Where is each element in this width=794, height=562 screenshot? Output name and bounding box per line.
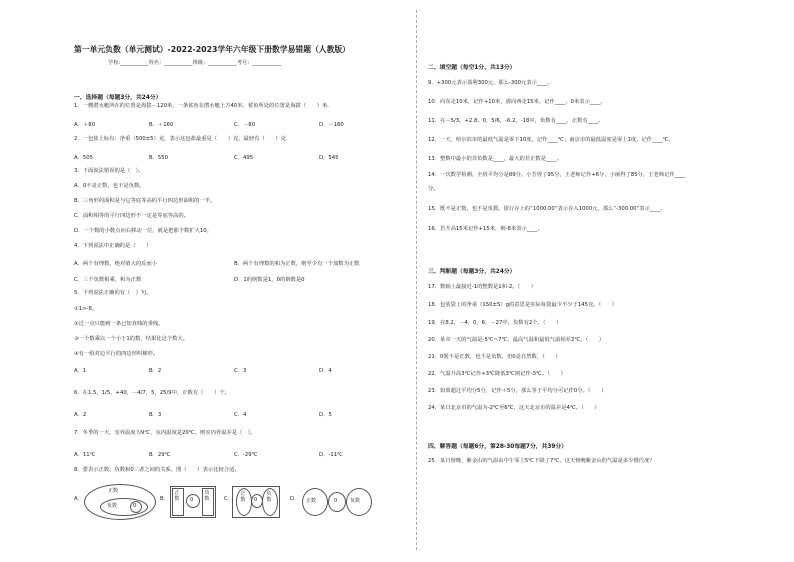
question-12: 12．一天，哈尔滨市的最低气温是零下10度，记作____℃；南京市的最低温度是零上1度，记作____℃。 bbox=[428, 137, 674, 143]
question-1-options bbox=[74, 120, 344, 128]
option-a: A．505 bbox=[74, 155, 94, 161]
question-21: 21．0既不是正数，也不是负数，但0是自然数．（ ） bbox=[428, 354, 561, 360]
option-a: A．2 bbox=[74, 412, 87, 418]
option-c: C．－80 bbox=[234, 122, 256, 128]
question-11: 11．在－5/3，+2.8，0，5/6，-6.2，-18中，负数有____，正数有____。 bbox=[428, 118, 604, 124]
venn-a-fu-label: 负数 bbox=[107, 503, 118, 509]
question-3-option-b: B．三角形的面积是与它等底等高的平行四边形面积的一半。 bbox=[74, 198, 216, 204]
question-5: 5．下列说法正确的有（ ）句。 bbox=[74, 290, 152, 296]
section-judge-title: 三、判断题（每题3分，共24分） bbox=[428, 269, 516, 275]
question-20: 20．某市一天的气温是-5℃~7℃，最高气温和最低气温相差2℃。（ ） bbox=[428, 337, 605, 343]
option-b: B．29℃ bbox=[149, 452, 171, 458]
question-2: 2．一包盐上标有：净重（500±5）克，表示这包盐最重是（ ）克，最轻有（ ）克． bbox=[74, 136, 292, 142]
question-13: 13．整数中最小的非负数是____，最大的非正数是____。 bbox=[428, 156, 562, 162]
question-3-option-c: C．面积相等的平行四边形不一定是等底等高的。 bbox=[74, 213, 189, 219]
question-4: 4．下列说法中正确的是（ ） bbox=[74, 243, 152, 249]
question-3-option-a: A．0不是正数，也不是负数。 bbox=[74, 183, 145, 189]
option-d: D．1的倒数是1，0的倒数是0 bbox=[234, 277, 305, 283]
option-d: D．-11℃ bbox=[319, 452, 343, 458]
option-b: B．2 bbox=[149, 368, 162, 374]
venn-a-zero-label: 0 bbox=[133, 503, 137, 509]
question-16: 16．若升高15米记作+15米，则-8米表示____。 bbox=[428, 226, 543, 232]
option-d: D．－160 bbox=[319, 122, 344, 128]
option-c: C．三个负数相乘，积为正数 bbox=[74, 277, 142, 283]
option-b: B．3 bbox=[149, 412, 162, 418]
q8-label-a: A． bbox=[74, 496, 83, 502]
venn-b-zero-label: 0 bbox=[190, 497, 194, 503]
question-8: 8．要表示正数、负数和0三者之间的关系，图（ ）表示比较合适。 bbox=[74, 467, 240, 473]
question-14-continued: 分。 bbox=[428, 186, 439, 192]
venn-b-fu-label: 负 数 bbox=[204, 490, 210, 502]
question-19: 19．在8.2，－4，0，6，－27中，负数有2个。（ ） bbox=[428, 320, 562, 326]
option-d: D．5 bbox=[319, 412, 332, 418]
page-title: 第一单元负数（单元测试）-2022-2023学年六年级下册数学易错题（人教版） bbox=[74, 45, 350, 54]
venn-d-zero-label: 0 bbox=[334, 498, 338, 504]
question-6: 6．在1.5，1/5，+40，－4/7，5，25/9中，正数有（ ）个。 bbox=[74, 390, 230, 396]
option-d: D．545 bbox=[319, 155, 339, 161]
venn-a-zheng-label: 正数 bbox=[108, 488, 119, 494]
question-14: 14．一次数学检测，全班平均分是89分。小芳得了95分，王老师记作+6分，小丽得了85分，王老师记作____ bbox=[428, 172, 686, 178]
q8-label-b: B． bbox=[160, 496, 169, 502]
option-a: A．1 bbox=[74, 368, 87, 374]
statement-1: ①1>-8。 bbox=[74, 306, 98, 312]
question-22: 22．气温升高3℃记作+3℃降低3℃则记作-3℃。（ ） bbox=[428, 371, 566, 377]
option-c: C．3 bbox=[234, 368, 247, 374]
question-1: 1．一艘潜水艇所在的位置是海拔－120米，一条鲨鱼在潜水艇上方40米，鲨鱼所处的位置是海拔（ ）米． bbox=[74, 103, 333, 109]
section-fill-title: 二、填空题（每空1分，共13分） bbox=[428, 65, 516, 71]
q8-label-c: C． bbox=[224, 496, 233, 502]
option-a: A．＋80 bbox=[74, 122, 95, 128]
question-5-options bbox=[74, 366, 332, 374]
question-15: 15．既不是正数，也不是负数。银行存上的“1000.00”表示存入1000元，那么“-300.00”表示____。 bbox=[428, 206, 666, 212]
question-3-option-d: D．一个数的小数点向右移动一位，就是把那个数扩大10。 bbox=[74, 228, 212, 234]
option-a: A．11℃ bbox=[74, 452, 96, 458]
question-6-options bbox=[74, 410, 332, 418]
statement-4: ④有一组对边平行的四边形叫梯形。 bbox=[74, 351, 159, 357]
statement-3: ③一个数乘以一个小于1的数，结果比这个数大。 bbox=[74, 336, 189, 342]
statement-2: ②过一点只能画一条已知直线的垂线。 bbox=[74, 321, 164, 327]
question-18: 18．包装袋上的净重（150±5）g的意思是实际每袋最少不少于145克。（ ） bbox=[428, 302, 618, 308]
question-10: 10．向东走10米，记作+10米，那向西走15米，记作____，0米表示____。 bbox=[428, 99, 606, 105]
option-c: C．495 bbox=[234, 155, 254, 161]
venn-d-zheng-label: 正数 bbox=[306, 498, 317, 504]
question-4-options-ab bbox=[74, 259, 359, 267]
question-2-options bbox=[74, 153, 339, 161]
option-c: C．-29℃ bbox=[234, 452, 258, 458]
question-25: 25．某日傍晚，紫金山的气温由中午零上5℃下降了7℃，这天傍晚紫金山的气温是多少摄氏度？ bbox=[428, 458, 655, 464]
section-solve-title: 四、解答题（每题6分，第28-30每题7分，共39分） bbox=[428, 444, 568, 450]
option-b: B．两个有理数的和为正数，则至少有一个加数为正数 bbox=[234, 261, 360, 267]
option-c: C．4 bbox=[234, 412, 247, 418]
question-7: 7．冬季的一天，室外温度为9℃，室内温度是20℃，则室内外温差是（ ）。 bbox=[74, 430, 256, 436]
question-23: 23．如果超过平均分5分，记作＋5分，那么等于平均分可记作0分。（ ） bbox=[428, 388, 607, 394]
option-b: B．550 bbox=[149, 155, 169, 161]
column-divider bbox=[416, 10, 417, 550]
question-7-options bbox=[74, 450, 343, 458]
question-9: 9．+300元表示盈利300元，那么-300元表示____。 bbox=[428, 80, 553, 86]
question-4-options-cd bbox=[74, 275, 305, 283]
option-a: A．两个有理数，绝对值大的反而小 bbox=[74, 261, 158, 267]
option-d: D．4 bbox=[319, 368, 332, 374]
question-24: 24．某日北京市的气温为-2℃至6℃，这天北京市的温差是4℃。（ ） bbox=[428, 405, 600, 411]
option-b: B．＋160 bbox=[149, 122, 174, 128]
q8-label-d: D． bbox=[290, 496, 300, 502]
student-info-line: 学校:___________姓名：___________班级：___________考号：___________ bbox=[108, 60, 281, 66]
question-3: 3．下面说法错误的是（ ）。 bbox=[74, 168, 144, 174]
venn-b-zheng-label: 正 数 bbox=[174, 490, 180, 502]
question-17: 17．数轴上最接近-1的整数是1和-2。（ ） bbox=[428, 284, 537, 290]
venn-d-fu-label: 负数 bbox=[350, 498, 361, 504]
venn-c-zheng-label: 正 数 bbox=[240, 491, 246, 503]
venn-c-zero-label: 0 bbox=[254, 497, 258, 503]
section-choice-title: 一、选择题（每题3分，共24分） bbox=[74, 95, 162, 101]
venn-c-fu-label: 负 数 bbox=[266, 491, 272, 503]
